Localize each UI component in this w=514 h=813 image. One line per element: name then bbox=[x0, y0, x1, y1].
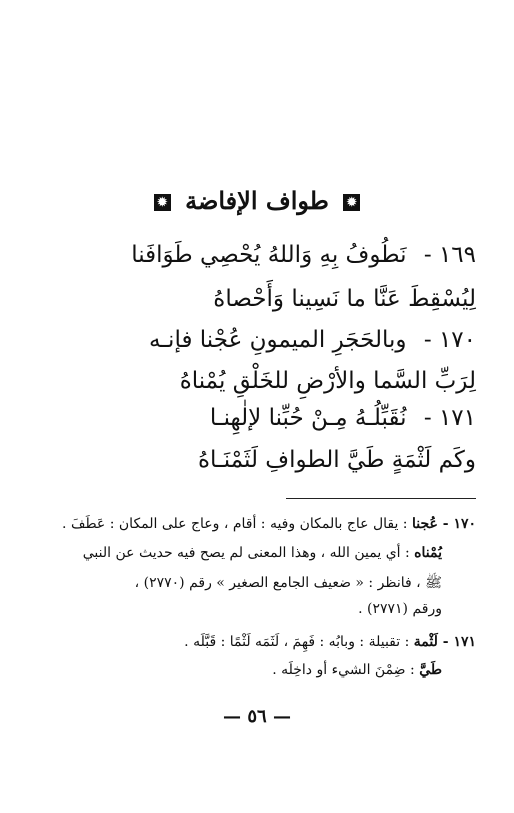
verse-170-line1 bbox=[149, 327, 476, 353]
verse-number: ١٦٩ - bbox=[423, 242, 476, 268]
verse-171-line2: وكَم لَثْمَةٍ طَيَّ الطوافِ لَثَمْنَـاهُ bbox=[197, 447, 476, 473]
verse-text: نُقَبِّلُـهُ مِـنْ حُبِّنا لإلٰهِنـا bbox=[209, 405, 407, 431]
verse-169-line1 bbox=[131, 242, 476, 268]
star-ornament-icon: ✹ bbox=[343, 194, 360, 211]
verse-number: ١٧١ - bbox=[423, 405, 476, 431]
verse-171-line1 bbox=[210, 405, 476, 431]
footnote-text: : تقبيلة : وبابُه : فَهِمَ ، لَثَمَه لَثْمًا : قَبَّلَه . bbox=[184, 634, 410, 650]
section-title bbox=[0, 186, 514, 215]
verse-170-line2: لِرَبِّ السَّما والأرْضِ للخَلْقِ يُمْناهُ bbox=[179, 368, 476, 394]
footnote-170 bbox=[36, 516, 476, 532]
verse-text: وبالحَجَرِ الميمونِ عُجْنا فإنـه bbox=[148, 327, 407, 353]
footnote-yumnah-cont2: ورقم (٢٧٧١) . bbox=[358, 601, 442, 617]
verse-169-line2: لِيُسْقِطَ عَنَّا ما نَسِينا وَأَحْصاهُ bbox=[213, 286, 476, 312]
footnote-text: : يقال عاج بالمكان وفيه : أقام ، وعاج على المكان : عَطَفَ . bbox=[62, 516, 408, 532]
footnote-term: ١٧٠ - عُجنا bbox=[411, 516, 476, 532]
footnote-text: : ضِمْنَ الشيء أو داخِلَه . bbox=[272, 662, 415, 678]
footnote-yumnah-cont: ﷺ ، فانظر : « ضعيف الجامع الصغير » رقم (٢٧٧٠) ، bbox=[134, 575, 442, 591]
footnote-term: ١٧١ - لَثْمة bbox=[413, 634, 476, 650]
verse-text: نَطُوفُ بِهِ وَاللهُ يُحْصِي طَوَافَنا bbox=[131, 242, 407, 268]
footnote-divider bbox=[286, 498, 476, 499]
footnote-term: طَيَّ bbox=[419, 662, 442, 678]
star-ornament-icon: ✹ bbox=[154, 194, 171, 211]
footnote-text: : أي يمين الله ، وهذا المعنى لم يصح فيه حديث عن النبي bbox=[82, 545, 410, 561]
footnote-tayy bbox=[2, 662, 442, 678]
title-text: طواف الإفاضة bbox=[185, 186, 329, 215]
footnote-171 bbox=[36, 634, 476, 650]
footnote-term: يُمْناه bbox=[414, 545, 442, 561]
page-number: — ٥٦ — bbox=[223, 706, 291, 727]
footnote-yumnah bbox=[2, 545, 442, 561]
verse-number: ١٧٠ - bbox=[423, 327, 476, 353]
